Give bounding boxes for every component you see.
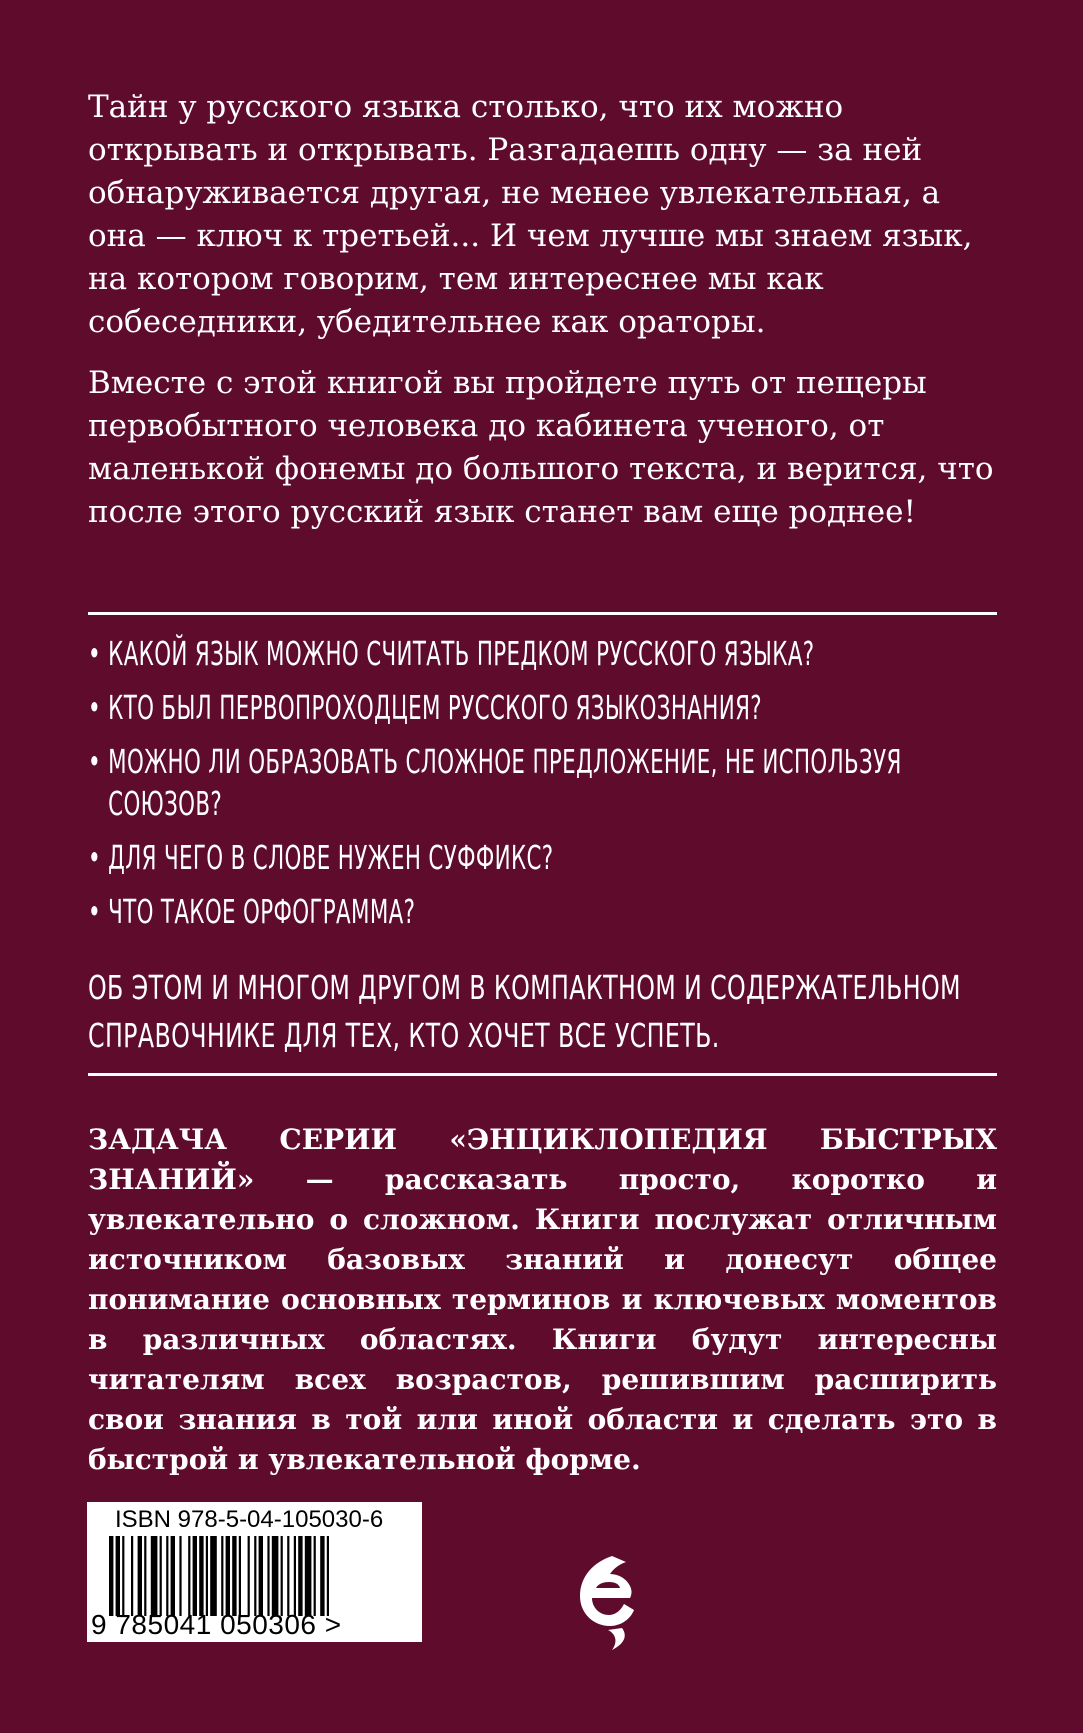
barcode-bar [226, 1536, 230, 1616]
question-text: КАКОЙ ЯЗЫК МОЖНО СЧИТАТЬ ПРЕДКОМ РУССКОГО ЯЗЫКА? [108, 634, 815, 673]
barcode-bar [232, 1536, 236, 1616]
barcode-bar [267, 1536, 269, 1616]
barcode-bar [210, 1536, 217, 1616]
eksmo-logo-icon [572, 1552, 642, 1652]
barcode-bar [298, 1536, 302, 1616]
series-description: ЗАДАЧА СЕРИИ «ЭНЦИКЛОПЕДИЯ БЫСТРЫХ ЗНАНИЙ» — рассказать просто, коротко и увлекательно о сложном. Книги послужат отличным источником базовых знаний и донесут общее понимание основных терминов и ключевых моментов в различных областях. Книги будут интересны читателям всех возрастов, решившим расширить свои знания в той или иной области и сделать это в быстрой и увлекательной форме. [88, 1123, 997, 1476]
barcode-bar [221, 1536, 223, 1616]
isbn-barcode [87, 1502, 422, 1642]
barcode-bar [305, 1536, 312, 1616]
question-text: ЧТО ТАКОЕ ОРФОГРАММА? [108, 892, 416, 931]
barcode-bar [116, 1536, 120, 1616]
question-list [88, 633, 995, 945]
barcode-bar [248, 1536, 250, 1616]
question-item [88, 633, 995, 675]
barcode-bar [131, 1536, 133, 1616]
barcode-bar [287, 1536, 289, 1616]
bullet-icon: • [88, 634, 101, 673]
barcode-bar [272, 1536, 279, 1616]
barcode-bar [239, 1536, 241, 1616]
barcode-bar [166, 1536, 168, 1616]
barcode-bar [144, 1536, 146, 1616]
barcode-bar [109, 1536, 113, 1616]
barcode-bar [281, 1536, 283, 1616]
question-item [88, 687, 995, 729]
question-item [88, 837, 995, 879]
barcode-bar [138, 1536, 142, 1616]
question-item [88, 891, 995, 933]
intro-text-1: Тайн у русского языка столько, что их можно открывать и открывать. Разгадаешь одну — за ней обнаруживается другая, не менее увлекательная, а она — ключ к третьей... И чем лучше мы знаем язык, на котором говорим, тем интереснее мы как собеседники, убедительнее как ораторы. [88, 89, 973, 340]
barcode-bar [122, 1536, 124, 1616]
divider-top [88, 612, 997, 615]
barcode-bar [314, 1536, 316, 1616]
barcode-bar [254, 1536, 256, 1616]
summary-text: ОБ ЭТОМ И МНОГОМ ДРУГОМ В КОМПАКТНОМ И СОДЕРЖАТЕЛЬНОМ СПРАВОЧНИКЕ ДЛЯ ТЕХ, КТО ХОЧЕТ ВСЕ УСПЕТЬ. [88, 968, 961, 1055]
barcode-bar [327, 1536, 329, 1616]
barcode-bar [188, 1536, 190, 1616]
barcode-bar [160, 1536, 162, 1616]
barcode-bar [199, 1536, 203, 1616]
isbn-label: ISBN 978-5-04-105030-6 [115, 1506, 384, 1533]
question-text: КТО БЫЛ ПЕРВОПРОХОДЦЕМ РУССКОГО ЯЗЫКОЗНАНИЯ? [108, 688, 762, 727]
barcode-digits: 9 785041 050306 > [91, 1609, 342, 1640]
barcode-bar [193, 1536, 197, 1616]
question-text: МОЖНО ЛИ ОБРАЗОВАТЬ СЛОЖНОЕ ПРЕДЛОЖЕНИЕ, НЕ ИСПОЛЬЗУЯ СОЮЗОВ? [108, 742, 902, 823]
intro-paragraph-1 [88, 86, 998, 344]
question-item [88, 741, 995, 825]
barcode-bar [320, 1536, 324, 1616]
bullet-icon: • [88, 688, 101, 727]
intro-paragraph-2 [88, 362, 998, 534]
barcode-bar [179, 1536, 181, 1616]
barcode-bar [151, 1536, 158, 1616]
barcode-bar [206, 1536, 208, 1616]
bullet-icon: • [88, 838, 101, 877]
bullet-icon: • [88, 742, 101, 781]
barcode-bar [259, 1536, 263, 1616]
barcode-bar [294, 1536, 296, 1616]
barcode-bar [171, 1536, 175, 1616]
question-text: ДЛЯ ЧЕГО В СЛОВЕ НУЖЕН СУФФИКС? [108, 838, 554, 877]
bullet-icon: • [88, 892, 101, 931]
divider-bottom [88, 1073, 997, 1076]
barcode-bars [109, 1536, 399, 1616]
intro-text-2: Вместе с этой книгой вы пройдете путь от пещеры первобытного человека до кабинета ученого, от маленькой фонемы до большого текста, и верится, что после этого русский язык станет вам еще роднее! [88, 365, 994, 530]
